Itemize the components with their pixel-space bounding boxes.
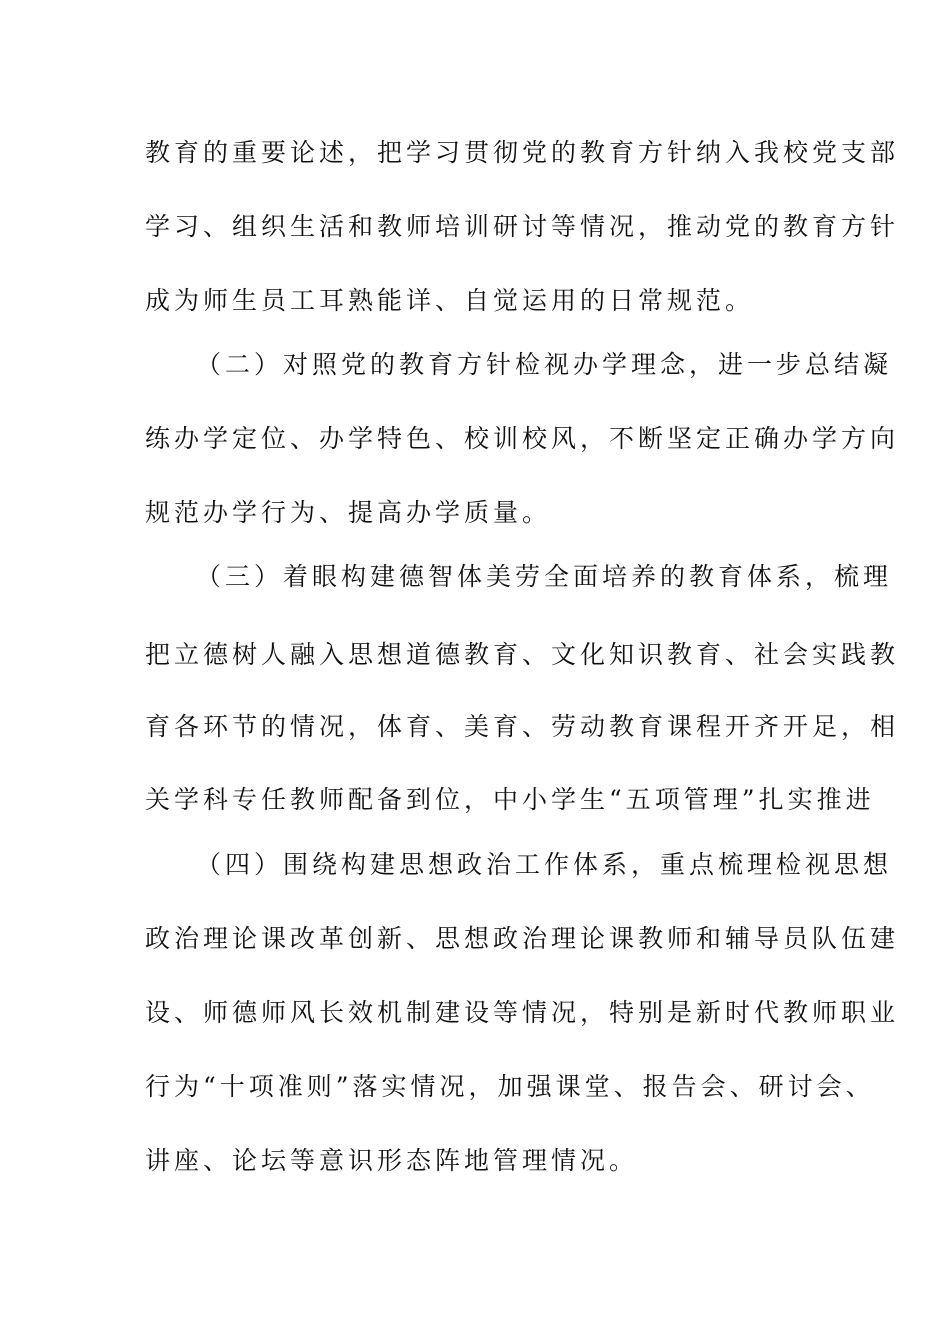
text-line: 政治理论课改革创新、思想政治理论课教师和辅导员队伍建 xyxy=(145,924,900,953)
text-line: 练办学定位、办学特色、校训校风，不断坚定正确办学方向 xyxy=(145,424,900,453)
text-line: 设、师德师风长效机制建设等情况，特别是新时代教师职业 xyxy=(145,998,900,1027)
text-line: 育各环节的情况，体育、美育、劳动教育课程开齐开足，相 xyxy=(145,712,900,741)
text-line: 讲座、论坛等意识形态阵地管理情况。 xyxy=(145,1146,639,1175)
text-line: 把立德树人融入思想道德教育、文化知识教育、社会实践教 xyxy=(145,640,900,669)
text-line: 学习、组织生活和教师培训研讨等情况，推动党的教育方针 xyxy=(145,212,900,241)
paragraph-three-start: （三）着眼构建德智体美劳全面培养的教育体系，梳理 xyxy=(196,562,893,591)
text-line: 成为师生员工耳熟能详、自觉运用的日常规范。 xyxy=(145,286,755,315)
text-line: 行为“十项准则”落实情况，加强课堂、报告会、研讨会、 xyxy=(145,1072,875,1101)
text-line: 规范办学行为、提高办学质量。 xyxy=(145,498,552,527)
paragraph-four-start: （四）围绕构建思想政治工作体系，重点梳理检视思想 xyxy=(196,850,893,879)
paragraph-two-start: （二）对照党的教育方针检视办学理念，进一步总结凝 xyxy=(196,350,893,379)
text-line: 关学科专任教师配备到位，中小学生“五项管理”扎实推进 xyxy=(145,785,875,814)
text-line: 教育的重要论述，把学习贯彻党的教育方针纳入我校党支部 xyxy=(145,138,900,167)
